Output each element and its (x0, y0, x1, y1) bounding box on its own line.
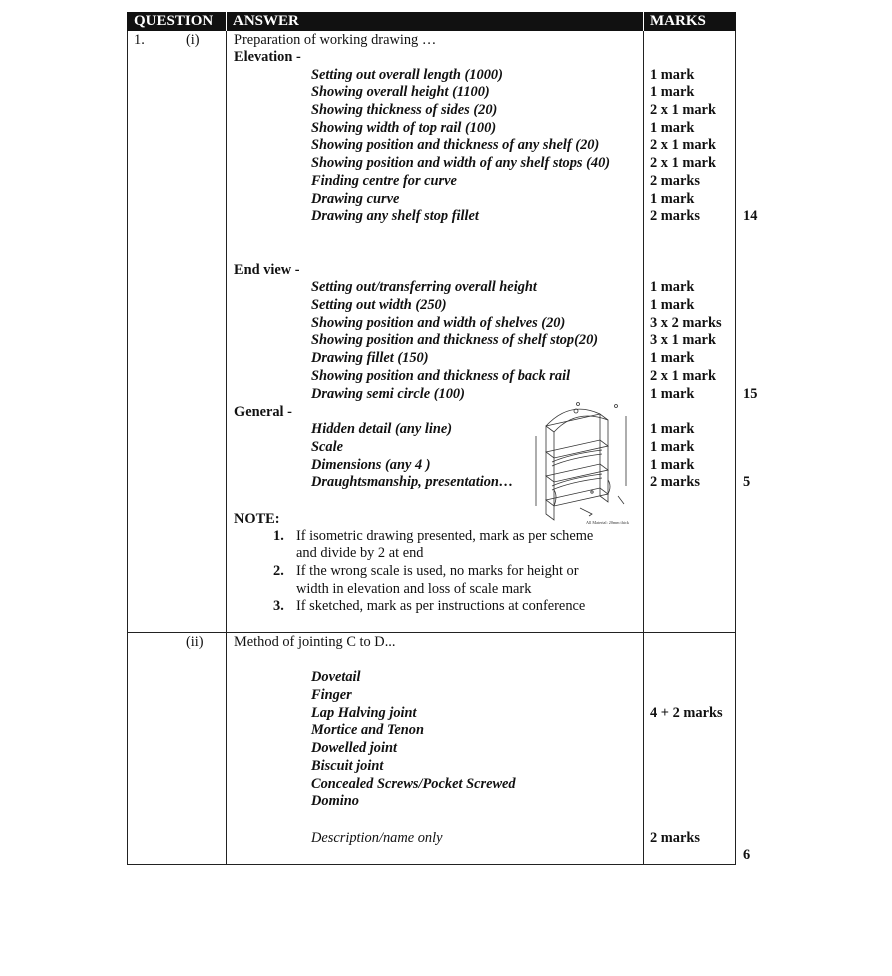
list-item: Dovetail (311, 669, 361, 685)
question-number: 1. (134, 32, 145, 48)
part-i-intro: Preparation of working drawing … (234, 32, 437, 48)
header-question: QUESTION (134, 13, 214, 29)
list-item: Showing thickness of sides (20) (311, 102, 498, 118)
general-total: 5 (743, 474, 751, 490)
list-item: Mortice and Tenon (311, 722, 425, 738)
note-heading: NOTE: (234, 511, 280, 527)
table-border-right (735, 31, 736, 865)
mark-value: 1 mark (650, 84, 695, 100)
list-item: Showing overall height (1100) (311, 84, 490, 100)
list-item: Finding centre for curve (311, 173, 457, 189)
description-marks: 2 marks (650, 830, 700, 846)
mark-value: 1 mark (650, 279, 695, 295)
list-item: Setting out/transferring overall height (311, 279, 537, 295)
list-item: Showing position and width of shelves (20) (311, 315, 566, 331)
mark-value: 1 mark (650, 191, 695, 207)
list-item: Biscuit joint (311, 758, 384, 774)
mark-value: 2 x 1 mark (650, 155, 716, 171)
general-heading: General - (234, 404, 292, 420)
header-answer: ANSWER (233, 13, 299, 29)
list-item: Finger (311, 687, 352, 703)
mark-value: 1 mark (650, 386, 695, 402)
table-border-left (127, 31, 128, 865)
note-line: and divide by 2 at end (296, 545, 424, 561)
mark-value: 2 marks (650, 208, 700, 224)
elevation-total: 14 (743, 208, 758, 224)
mark-value: 1 mark (650, 421, 695, 437)
list-item: Showing position and thickness of any shelf (20) (311, 137, 600, 153)
list-item: Drawing semi circle (100) (311, 386, 465, 402)
list-item: Showing width of top rail (100) (311, 120, 497, 136)
list-item: Showing position and thickness of shelf stop(20) (311, 332, 599, 348)
mark-value: 3 x 2 marks (650, 315, 722, 331)
mark-value: 1 mark (650, 297, 695, 313)
header-divider-1 (226, 12, 227, 31)
list-item: Hidden detail (any line) (311, 421, 453, 437)
mark-value: 2 marks (650, 474, 700, 490)
shelf-drawing-icon (530, 396, 636, 528)
mark-value: 1 mark (650, 120, 695, 136)
note-line: If the wrong scale is used, no marks for height or (296, 563, 579, 579)
mark-value: 1 mark (650, 350, 695, 366)
mark-value: 2 x 1 mark (650, 368, 716, 384)
mark-value: 1 mark (650, 67, 695, 83)
end-view-heading: End view - (234, 262, 300, 278)
table-header (127, 12, 736, 31)
list-item: Drawing curve (311, 191, 400, 207)
note-number: 2. (273, 563, 284, 579)
shelf-isometric-figure (530, 396, 636, 528)
part-i-label: (i) (186, 32, 200, 48)
mark-value: 1 mark (650, 457, 695, 473)
list-item: Domino (311, 793, 359, 809)
mark-value: 2 x 1 mark (650, 137, 716, 153)
list-item: Draughtsmanship, presentation… (311, 474, 514, 490)
list-item: Setting out width (250) (311, 297, 447, 313)
part-ii-intro: Method of jointing C to D... (234, 634, 396, 650)
list-item: Concealed Screws/Pocket Screwed (311, 776, 516, 792)
list-item: Showing position and thickness of back rail (311, 368, 571, 384)
mark-value: 3 x 1 mark (650, 332, 716, 348)
mark-value: 1 mark (650, 439, 695, 455)
header-marks: MARKS (650, 13, 706, 29)
part-ii-total: 6 (743, 847, 751, 863)
column-divider-marks (643, 31, 644, 865)
elevation-heading: Elevation - (234, 49, 301, 65)
note-line: width in elevation and loss of scale mark (296, 581, 532, 597)
figure-caption: All Material: 20mm thick (586, 520, 629, 525)
mark-value: 2 marks (650, 173, 700, 189)
list-item: Lap Halving joint (311, 705, 417, 721)
list-item: Drawing fillet (150) (311, 350, 429, 366)
note-number: 3. (273, 598, 284, 614)
list-item: Dimensions (any 4 ) (311, 457, 431, 473)
list-item: Drawing any shelf stop fillet (311, 208, 479, 224)
mark-value: 2 x 1 mark (650, 102, 716, 118)
part-ii-label: (ii) (186, 634, 204, 650)
header-divider-2 (643, 12, 644, 31)
list-item: Showing position and width of any shelf stops (40) (311, 155, 611, 171)
joint-marks: 4 + 2 marks (650, 705, 723, 721)
table-border-bottom (127, 864, 736, 865)
row-divider-part-ii (127, 632, 736, 633)
note-line: If sketched, mark as per instructions at conference (296, 598, 586, 614)
description-note: Description/name only (311, 830, 443, 846)
column-divider-answer (226, 31, 227, 865)
note-line: If isometric drawing presented, mark as per scheme (296, 528, 594, 544)
note-number: 1. (273, 528, 284, 544)
list-item: Dowelled joint (311, 740, 397, 756)
end-view-total: 15 (743, 386, 758, 402)
list-item: Scale (311, 439, 343, 455)
list-item: Setting out overall length (1000) (311, 67, 503, 83)
